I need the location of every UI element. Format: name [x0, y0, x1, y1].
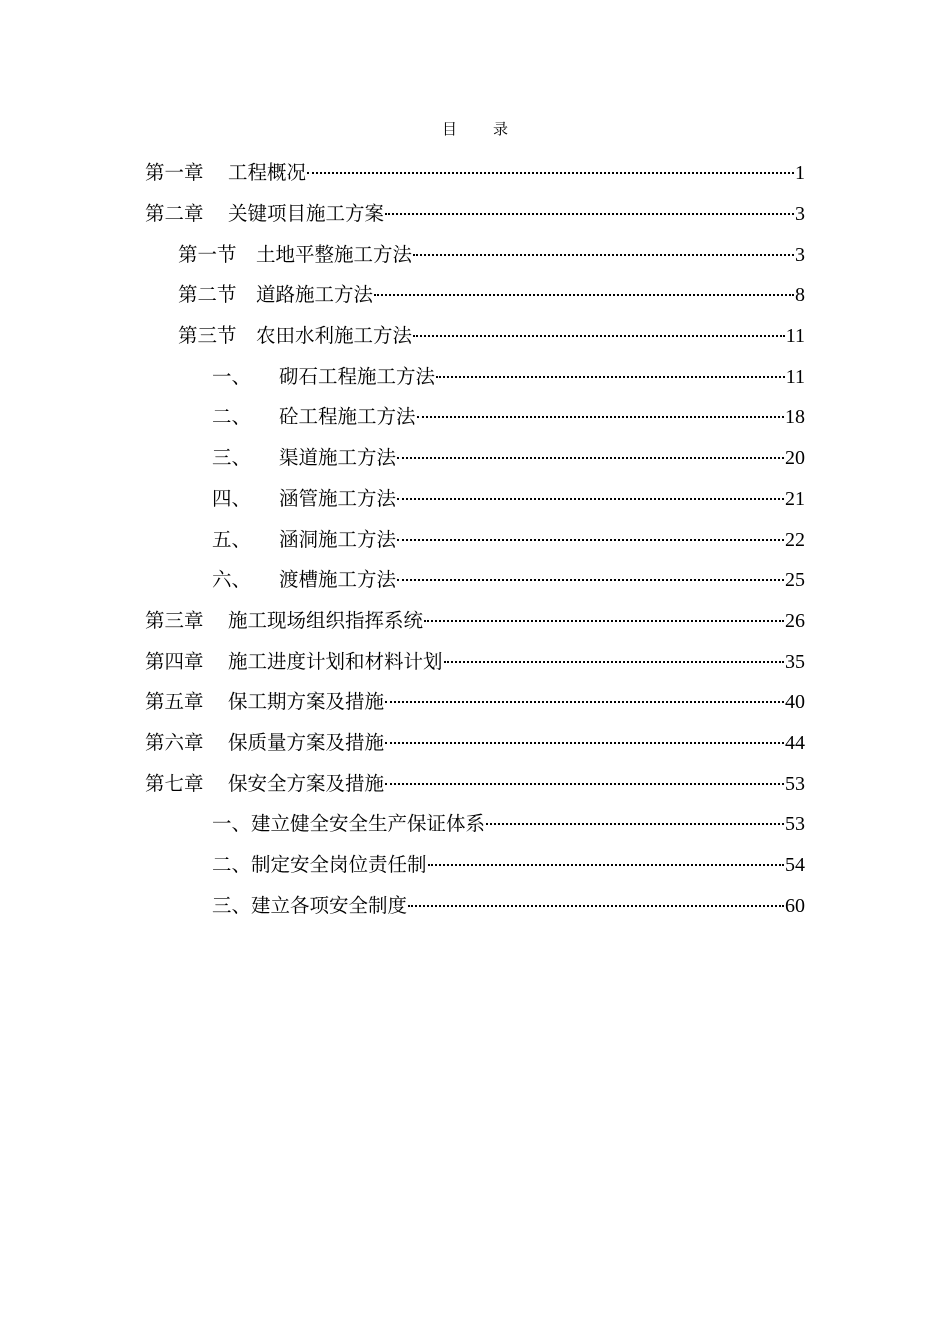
- toc-entry-label: 砌石工程施工方法: [279, 364, 436, 388]
- toc-entry-number: 三、: [212, 446, 252, 470]
- toc-entry-number: 第六章: [145, 730, 204, 754]
- toc-entry-page: 53: [785, 772, 805, 795]
- toc-entry-subsection-2[interactable]: [0, 395, 950, 436]
- toc-entry-label: 制定安全岗位责任制: [251, 853, 427, 877]
- toc-entry-label: 保安全方案及措施: [228, 771, 385, 795]
- toc-entry-page: 40: [785, 691, 805, 714]
- toc-entry-chapter-4[interactable]: [0, 639, 950, 680]
- toc-entry-page: 22: [785, 528, 805, 551]
- toc-leader-dots: [374, 290, 794, 296]
- toc-entry-label: 涵管施工方法: [279, 486, 397, 510]
- toc-leader-dots: [424, 616, 784, 622]
- toc-entry-section-2-3[interactable]: [0, 314, 950, 355]
- toc-entry-label: 施工现场组织指挥系统: [228, 608, 424, 632]
- toc-entry-chapter-7[interactable]: [0, 761, 950, 802]
- toc-entry-section-2-1[interactable]: [0, 232, 950, 273]
- toc-entry-chapter-5[interactable]: [0, 680, 950, 721]
- toc-entry-number: 二、: [212, 853, 252, 877]
- toc-leader-dots: [413, 250, 794, 256]
- toc-entry-page: 1: [795, 162, 805, 185]
- toc-leader-dots: [307, 168, 794, 174]
- toc-entry-label: 建立各项安全制度: [251, 893, 408, 917]
- toc-leader-dots: [444, 657, 784, 663]
- toc-entry-page: 35: [785, 650, 805, 673]
- toc-title-left: 目: [441, 120, 457, 138]
- toc-entry-number: 四、: [212, 486, 252, 510]
- toc-title-right: 录: [493, 120, 509, 138]
- toc-entry-page: 3: [795, 243, 805, 266]
- toc-entry-page: 60: [785, 894, 805, 917]
- toc-entry-chapter-1[interactable]: [0, 151, 950, 192]
- toc-leader-dots: [417, 412, 784, 418]
- toc-entry-number: 三、: [212, 893, 252, 917]
- toc-entry-label: 施工进度计划和材料计划: [228, 649, 443, 673]
- toc-entry-subsection-7-1[interactable]: [0, 802, 950, 843]
- toc-entry-subsection-7-3[interactable]: [0, 883, 950, 924]
- toc-leader-dots: [413, 331, 785, 337]
- toc-entry-subsection-1[interactable]: [0, 354, 950, 395]
- toc-leader-dots: [397, 494, 784, 500]
- toc-entry-page: 53: [785, 813, 805, 836]
- toc-entry-chapter-6[interactable]: [0, 721, 950, 762]
- toc-entry-number: 第二章: [145, 202, 204, 226]
- toc-entry-chapter-3[interactable]: [0, 599, 950, 640]
- toc-entry-label: 保工期方案及措施: [228, 690, 385, 714]
- toc-entry-number: 二、: [212, 405, 252, 429]
- toc-entry-page: 18: [785, 406, 805, 429]
- toc-entry-label: 关键项目施工方案: [228, 202, 385, 226]
- toc-entry-page: 8: [795, 284, 805, 307]
- toc-leader-dots: [397, 453, 784, 459]
- toc-entry-number: 一、: [212, 364, 252, 388]
- toc-leader-dots: [428, 860, 784, 866]
- toc-entry-page: 26: [785, 609, 805, 632]
- toc-entry-label: 工程概况: [228, 161, 307, 185]
- toc-leader-dots: [408, 901, 784, 907]
- toc-leader-dots: [436, 372, 785, 378]
- toc-entry-label: 土地平整施工方法: [256, 242, 413, 266]
- toc-entry-label: 保质量方案及措施: [228, 730, 385, 754]
- toc-list: [0, 151, 950, 924]
- toc-leader-dots: [385, 697, 784, 703]
- toc-leader-dots: [385, 738, 784, 744]
- toc-entry-number: 第一章: [145, 161, 204, 185]
- toc-entry-subsection-3[interactable]: [0, 436, 950, 477]
- toc-leader-dots: [385, 209, 794, 215]
- toc-entry-page: 11: [785, 365, 805, 388]
- toc-leader-dots: [397, 575, 784, 581]
- toc-entry-label: 砼工程施工方法: [279, 405, 416, 429]
- toc-title: [0, 118, 950, 139]
- toc-entry-number: 第七章: [145, 771, 204, 795]
- toc-entry-label: 农田水利施工方法: [256, 324, 413, 348]
- toc-entry-label: 渡槽施工方法: [279, 568, 397, 592]
- toc-entry-page: 25: [785, 569, 805, 592]
- toc-leader-dots: [486, 819, 784, 825]
- toc-entry-label: 涵洞施工方法: [279, 527, 397, 551]
- toc-entry-subsection-5[interactable]: [0, 517, 950, 558]
- toc-entry-number: 六、: [212, 568, 252, 592]
- toc-entry-subsection-4[interactable]: [0, 477, 950, 518]
- toc-entry-number: 第三章: [145, 608, 204, 632]
- toc-entry-number: 第五章: [145, 690, 204, 714]
- toc-entry-label: 渠道施工方法: [279, 446, 397, 470]
- toc-leader-dots: [385, 779, 784, 785]
- toc-leader-dots: [397, 535, 784, 541]
- toc-entry-subsection-7-2[interactable]: [0, 843, 950, 884]
- toc-entry-label: 建立健全安全生产保证体系: [251, 812, 486, 836]
- toc-entry-number: 第四章: [145, 649, 204, 673]
- toc-entry-label: 道路施工方法: [256, 283, 374, 307]
- toc-entry-chapter-2[interactable]: [0, 192, 950, 233]
- toc-entry-subsection-6[interactable]: [0, 558, 950, 599]
- toc-entry-number: 第二节: [178, 283, 237, 307]
- toc-entry-page: 11: [785, 325, 805, 348]
- toc-entry-page: 21: [785, 487, 805, 510]
- toc-entry-page: 54: [785, 854, 805, 877]
- toc-entry-page: 3: [795, 203, 805, 226]
- toc-entry-section-2-2[interactable]: [0, 273, 950, 314]
- toc-entry-number: 第三节: [178, 324, 237, 348]
- toc-entry-number: 一、: [212, 812, 252, 836]
- toc-entry-page: 20: [785, 447, 805, 470]
- toc-entry-page: 44: [785, 731, 805, 754]
- toc-entry-number: 第一节: [178, 242, 237, 266]
- toc-entry-number: 五、: [212, 527, 252, 551]
